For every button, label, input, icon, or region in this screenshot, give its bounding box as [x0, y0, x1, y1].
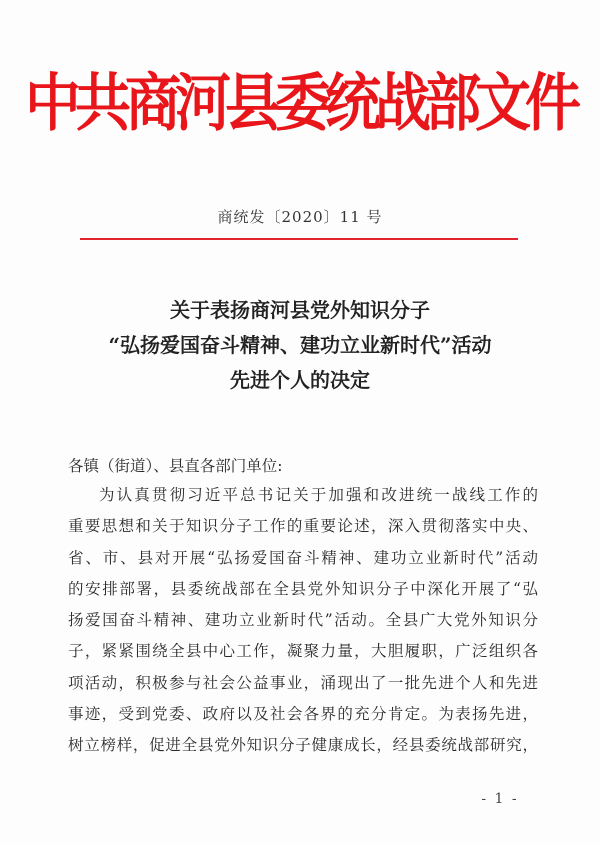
salutation: 各镇（街道）、县直各部门单位:	[68, 457, 283, 475]
subject-line: “弘扬爱国奋斗精神、建功立业新时代”活动	[108, 333, 492, 357]
subject-line: 先进个人的决定	[230, 368, 370, 392]
document-number: 商统发〔2020〕11 号	[217, 208, 383, 226]
body-line: 的安排部署，县委统战部在全县党外知识分子中深化开展了“弘	[68, 579, 538, 598]
body-line: 事迹，受到党委、政府以及社会各界的充分肯定。为表扬先进，	[68, 705, 538, 724]
body-line: 子，紧紧围绕全县中心工作，凝聚力量，大胆履职，广泛组织各	[68, 642, 538, 661]
body-line: 为认真贯彻习近平总书记关于加强和改进统一战线工作的	[99, 486, 538, 504]
body-line: 树立榜样，促进全县党外知识分子健康成长，经县委统战部研究，	[68, 736, 538, 755]
body-line: 重要思想和关于知识分子工作的重要论述，深入贯彻落实中央、	[68, 517, 538, 536]
subject-line: 关于表扬商河县党外知识分子	[170, 298, 430, 322]
document-header-title: 中共商河县委统战部文件	[25, 66, 575, 141]
page-number: - 1 -	[481, 791, 519, 807]
body-line: 省、市、县对开展“弘扬爱国奋斗精神、建功立业新时代”活动	[68, 548, 538, 567]
red-divider-rule	[80, 238, 518, 240]
body-text	[68, 480, 538, 762]
body-line: 扬爱国奋斗精神、建功立业新时代”活动。全县广大党外知识分	[68, 611, 538, 630]
body-line: 项活动，积极参与社会公益事业，涌现出了一批先进个人和先进	[68, 673, 538, 692]
document-subject	[60, 293, 540, 398]
